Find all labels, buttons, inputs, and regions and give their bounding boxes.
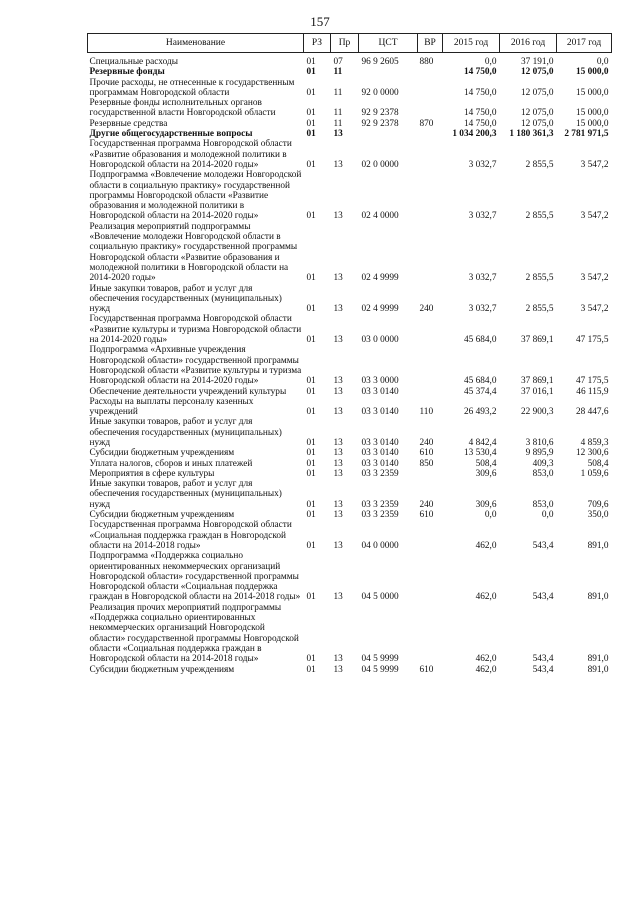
row-cst [359, 67, 418, 77]
header-rz: РЗ [304, 34, 331, 53]
table-row [88, 119, 612, 129]
row-value-2015: 309,6 [475, 468, 497, 479]
row-cst [359, 129, 418, 139]
row-cst: 92 9 2378 [361, 118, 399, 129]
row-name: Подпрограмма «Архивные учреждения Новгородской области» государственной программы Новгородской области «Развитие культуры и туризма Новгородской области на 2014-2020 годы» [89, 345, 302, 387]
row-vr: 610 [419, 448, 434, 459]
row-value-2016: 37 191,0 [520, 57, 554, 67]
row-value-2015: 45 684,0 [463, 335, 497, 346]
row-rz: 01 [306, 664, 316, 675]
header-cst: ЦСТ [359, 34, 418, 53]
row-rz: 01 [306, 108, 316, 119]
row-value-2016: 853,0 [532, 499, 554, 510]
row-value-2017: 0,0 [596, 57, 609, 67]
row-rz: 01 [306, 57, 316, 67]
row-rz: 01 [306, 87, 316, 98]
table-row [88, 479, 612, 510]
row-value-2016: 1 180 361,3 [509, 129, 554, 140]
row-value-2015: 14 750,0 [463, 87, 497, 98]
row-pr: 13 [333, 458, 343, 469]
row-vr [418, 387, 443, 397]
row-value-2016: 12 075,0 [520, 67, 554, 78]
row-value-2015: 13 530,4 [463, 448, 497, 459]
row-name: Подпрограмма «Вовлечение молодежи Новгородской области в социальную практику» государственной программы Новгородской области «Развитие образования и молодежной политики в Новгородской области на 2014-2020 годы» [89, 170, 302, 222]
row-name: Расходы на выплаты персоналу казенных учреждений [89, 396, 254, 418]
row-cst: 03 3 2359 [361, 468, 399, 479]
row-name: Государственная программа Новгородской области «Развитие культуры и туризма Новгородской области на 2014-2020 годы» [89, 314, 302, 346]
row-pr: 13 [333, 335, 343, 346]
table-row [88, 551, 612, 602]
row-cst: 03 0 0000 [361, 335, 399, 346]
row-rz: 01 [306, 386, 316, 397]
row-value-2016: 12 075,0 [520, 87, 554, 98]
row-vr [418, 170, 443, 221]
row-value-2016: 853,0 [532, 468, 554, 479]
table-row [88, 284, 612, 315]
row-value-2016: 12 075,0 [520, 108, 554, 119]
row-vr [418, 139, 443, 170]
row-cst: 96 9 2605 [361, 57, 399, 67]
row-name: Субсидии бюджетным учреждениям [89, 510, 235, 521]
row-value-2017: 350,0 [587, 510, 609, 521]
row-pr: 13 [333, 448, 343, 459]
row-vr [418, 98, 443, 119]
row-vr [418, 314, 443, 345]
row-vr: 850 [419, 458, 434, 469]
row-name: Иные закупки товаров, работ и услуг для обеспечения государственных (муниципальных) нужд [89, 479, 282, 510]
row-name: Резервные средства [89, 118, 168, 129]
row-name: Иные закупки товаров, работ и услуг для обеспечения государственных (муниципальных) нужд [89, 283, 282, 315]
row-vr: 610 [419, 664, 434, 675]
row-vr [418, 222, 443, 284]
table-row [88, 417, 612, 448]
row-pr: 13 [333, 211, 343, 222]
row-rz: 01 [306, 448, 316, 459]
row-cst: 03 3 2359 [361, 499, 399, 510]
row-value-2015: 14 750,0 [463, 108, 497, 119]
row-rz: 01 [306, 159, 316, 170]
row-pr: 13 [333, 592, 343, 603]
row-value-2016: 9 895,9 [525, 448, 554, 459]
row-value-2017: 28 447,6 [575, 407, 609, 418]
row-vr [418, 78, 443, 99]
row-value-2017: 3 547,2 [580, 304, 609, 315]
row-value-2017: 4 859,3 [580, 437, 609, 448]
row-value-2016: 543,4 [532, 654, 554, 665]
row-name: Иные закупки товаров, работ и услуг для обеспечения государственных (муниципальных) нужд [89, 417, 282, 448]
row-value-2017: 1 059,6 [580, 468, 609, 479]
row-pr: 13 [333, 540, 343, 551]
table-row [88, 78, 612, 99]
row-vr [418, 520, 443, 551]
row-rz: 01 [306, 118, 316, 129]
row-cst: 02 4 9999 [361, 273, 399, 284]
row-pr: 13 [333, 510, 343, 521]
row-cst: 03 3 0000 [361, 376, 399, 387]
row-vr [418, 345, 443, 386]
row-value-2016: 12 075,0 [520, 118, 554, 129]
row-pr: 13 [333, 386, 343, 397]
row-vr: 240 [419, 437, 434, 448]
header-pr: Пр [331, 34, 359, 53]
table-row [88, 345, 612, 386]
row-rz: 01 [306, 407, 316, 418]
row-value-2016: 2 855,5 [525, 211, 554, 222]
row-name: Субсидии бюджетным учреждениям [89, 448, 235, 459]
row-value-2016: 2 855,5 [525, 304, 554, 315]
row-name: Подпрограмма «Поддержка социально ориентированных некоммерческих организаций Новгородской области» государственной программы Новгородской области «Социальная поддержка граждан в Новгородской области на 2014-2018 годы» [89, 551, 301, 603]
row-rz: 01 [306, 376, 316, 387]
row-value-2015: 0,0 [484, 510, 497, 521]
row-rz: 01 [306, 273, 316, 284]
table-row [88, 510, 612, 520]
row-value-2016: 2 855,5 [525, 273, 554, 284]
row-vr [418, 603, 443, 665]
table-row [88, 222, 612, 284]
row-name: Мероприятия в сфере культуры [89, 468, 215, 479]
row-value-2017: 891,0 [587, 664, 609, 675]
row-value-2017: 15 000,0 [575, 87, 609, 98]
table-row [88, 520, 612, 551]
row-name: Резервные фонды [89, 67, 165, 78]
row-name: Реализация прочих мероприятий подпрограммы «Поддержка социально ориентированных некоммерческих организаций Новгородской области» государственной программы Новгородской области «Социальная поддержка граждан в Новгородской области на 2014-2018 годы» [89, 602, 299, 665]
row-pr: 13 [333, 304, 343, 315]
row-value-2017: 508,4 [587, 458, 609, 469]
row-value-2016: 37 016,1 [520, 386, 554, 397]
row-value-2016: 409,3 [532, 458, 554, 469]
row-value-2017: 12 300,6 [575, 448, 609, 459]
table-row [88, 448, 612, 458]
row-value-2015: 45 374,4 [463, 386, 497, 397]
row-value-2015: 309,6 [475, 499, 497, 510]
row-cst: 04 5 9999 [361, 664, 399, 675]
row-value-2017: 15 000,0 [575, 118, 609, 129]
table-row [88, 139, 612, 170]
row-name: Резервные фонды исполнительных органов государственной власти Новгородской области [89, 98, 276, 119]
table-row [88, 98, 612, 119]
row-value-2015: 462,0 [475, 664, 497, 675]
row-rz: 01 [306, 510, 316, 521]
row-vr: 610 [419, 510, 434, 521]
header-year-2017: 2017 год [557, 34, 612, 53]
row-pr: 11 [333, 87, 343, 98]
row-value-2017: 47 175,5 [575, 376, 609, 387]
table-row [88, 314, 612, 345]
row-vr [418, 469, 443, 479]
row-value-2016: 543,4 [532, 664, 554, 675]
header-vr: ВР [418, 34, 443, 53]
row-rz: 01 [306, 335, 316, 346]
row-value-2016: 2 855,5 [525, 159, 554, 170]
row-name: Уплата налогов, сборов и иных платежей [89, 458, 253, 469]
row-value-2017: 3 547,2 [580, 211, 609, 222]
table-row [88, 459, 612, 469]
row-value-2015: 45 684,0 [463, 376, 497, 387]
row-pr: 13 [333, 376, 343, 387]
row-rz: 01 [306, 211, 316, 222]
row-cst: 03 3 0140 [361, 448, 399, 459]
row-vr [418, 67, 443, 77]
row-value-2015: 14 750,0 [463, 118, 497, 129]
row-value-2017: 46 115,9 [576, 386, 609, 397]
row-value-2017: 709,6 [587, 499, 609, 510]
row-value-2017: 3 547,2 [580, 159, 609, 170]
row-name: Прочие расходы, не отнесенные к государственным программам Новгородской области [89, 77, 295, 98]
row-rz: 01 [306, 304, 316, 315]
row-rz: 01 [306, 499, 316, 510]
row-pr: 13 [333, 407, 343, 418]
row-cst: 04 5 0000 [361, 592, 399, 603]
row-pr: 07 [333, 57, 343, 67]
row-name: Государственная программа Новгородской области «Социальная поддержка граждан в Новгородской области на 2014-2018 годы» [89, 520, 292, 551]
table-row [88, 665, 612, 675]
row-value-2016: 37 869,1 [520, 376, 554, 387]
table-row [88, 397, 612, 418]
row-pr: 13 [333, 468, 343, 479]
table-body [88, 53, 612, 675]
row-vr [418, 551, 443, 602]
row-pr: 13 [333, 159, 343, 170]
row-value-2015: 4 842,4 [468, 437, 497, 448]
row-name: Реализация мероприятий подпрограммы «Вовлечение молодежи Новгородской области в социальную практику» государственной программы Новгородской области «Развитие образования и молодежной политики в Новгородской области на 2014-2020 годы» [89, 221, 298, 284]
row-value-2015: 462,0 [475, 654, 497, 665]
row-pr: 13 [333, 437, 343, 448]
row-name: Специальные расходы [89, 57, 178, 67]
row-value-2017: 15 000,0 [575, 108, 609, 119]
table-row [88, 170, 612, 221]
header-year-2016: 2016 год [500, 34, 557, 53]
row-rz: 01 [306, 67, 316, 78]
row-cst: 02 4 0000 [361, 211, 399, 222]
row-pr: 13 [333, 129, 343, 140]
row-rz: 01 [306, 592, 316, 603]
row-value-2015: 1 034 200,3 [452, 129, 497, 140]
row-name: Субсидии бюджетным учреждениям [89, 664, 235, 675]
row-vr: 880 [419, 57, 434, 67]
table-row [88, 57, 612, 67]
row-vr [418, 129, 443, 139]
table-row [88, 129, 612, 139]
row-name: Государственная программа Новгородской области «Развитие образования и молодежной политики в Новгородской области на 2014-2020 годы» [89, 139, 292, 170]
row-value-2016: 543,4 [532, 540, 554, 551]
row-pr: 13 [333, 499, 343, 510]
row-value-2017: 47 175,5 [575, 335, 609, 346]
budget-table [87, 33, 612, 675]
row-cst: 03 3 0140 [361, 386, 399, 397]
row-vr: 870 [419, 118, 434, 129]
row-vr: 240 [419, 499, 434, 510]
row-value-2015: 3 032,7 [468, 304, 497, 315]
row-value-2017: 891,0 [587, 654, 609, 665]
row-value-2015: 3 032,7 [468, 273, 497, 284]
row-rz: 01 [306, 540, 316, 551]
row-value-2015: 462,0 [475, 540, 497, 551]
header-year-2015: 2015 год [443, 34, 500, 53]
row-value-2015: 508,4 [475, 458, 497, 469]
row-value-2017: 891,0 [587, 592, 609, 603]
row-value-2015: 26 493,2 [463, 407, 497, 418]
row-pr: 11 [333, 118, 343, 129]
row-value-2015: 14 750,0 [463, 67, 497, 78]
page-number: 157 [310, 14, 330, 29]
row-value-2017: 15 000,0 [575, 67, 609, 78]
row-cst: 02 0 0000 [361, 159, 399, 170]
row-pr: 11 [333, 108, 343, 119]
row-value-2016: 0,0 [541, 510, 554, 521]
row-value-2015: 0,0 [484, 57, 497, 67]
table-row [88, 67, 612, 77]
row-value-2015: 462,0 [475, 592, 497, 603]
row-value-2017: 2 781 971,5 [564, 129, 609, 140]
row-value-2016: 37 869,1 [520, 335, 554, 346]
row-rz: 01 [306, 654, 316, 665]
row-pr: 13 [333, 664, 343, 675]
table-row [88, 387, 612, 397]
row-rz: 01 [306, 468, 316, 479]
row-cst: 92 0 0000 [361, 87, 399, 98]
row-rz: 01 [306, 437, 316, 448]
row-cst: 92 9 2378 [361, 108, 399, 119]
row-cst: 03 3 0140 [361, 437, 399, 448]
row-name: Обеспечение деятельности учреждений культуры [89, 386, 287, 397]
row-value-2015: 3 032,7 [468, 211, 497, 222]
row-value-2016: 3 810,6 [525, 437, 554, 448]
header-name: Наименование [88, 34, 304, 53]
row-rz: 01 [306, 129, 316, 140]
row-cst: 03 3 2359 [361, 510, 399, 521]
row-cst: 04 0 0000 [361, 540, 399, 551]
row-name: Другие общегосударственные вопросы [89, 129, 253, 140]
row-pr: 13 [333, 273, 343, 284]
table-row [88, 469, 612, 479]
row-value-2016: 22 900,3 [520, 407, 554, 418]
row-cst: 03 3 0140 [361, 407, 399, 418]
row-cst: 03 3 0140 [361, 458, 399, 469]
row-value-2016: 543,4 [532, 592, 554, 603]
row-vr: 240 [419, 304, 434, 315]
row-cst: 02 4 9999 [361, 304, 399, 315]
row-cst: 04 5 9999 [361, 654, 399, 665]
row-rz: 01 [306, 458, 316, 469]
row-value-2017: 3 547,2 [580, 273, 609, 284]
row-vr: 110 [419, 407, 434, 418]
row-value-2017: 891,0 [587, 540, 609, 551]
table-row [88, 603, 612, 665]
row-pr: 11 [333, 67, 343, 78]
table-header-row [88, 34, 612, 53]
row-pr: 13 [333, 654, 343, 665]
row-value-2015: 3 032,7 [468, 159, 497, 170]
